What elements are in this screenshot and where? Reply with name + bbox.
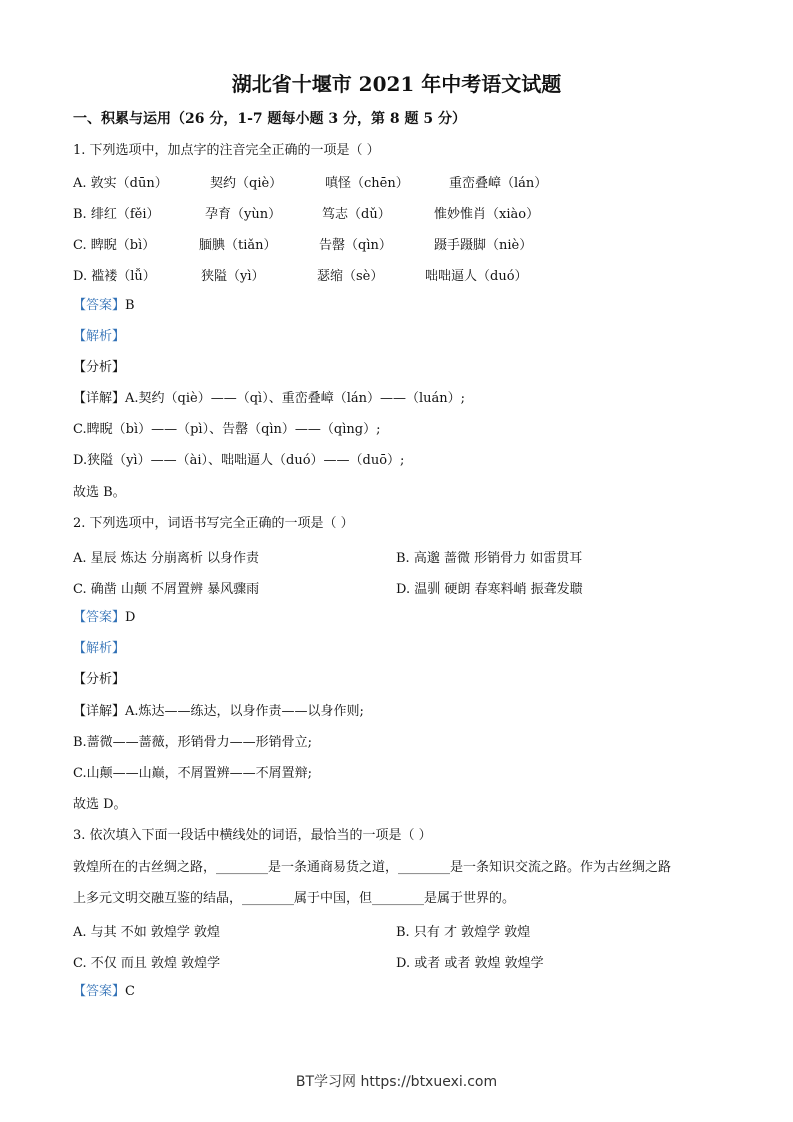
- answer-tag: 【答案】: [73, 298, 126, 313]
- answer-value: B: [125, 298, 135, 313]
- q1-a-4: 重峦叠嶂（lán）: [449, 176, 548, 191]
- q2-detail-2: B.蔷微——蔷薇，形销骨力——形销骨立;: [73, 735, 313, 750]
- q1-fenxi: 【分析】: [73, 360, 126, 375]
- q1-d-3: 瑟缩（sè）: [317, 269, 384, 284]
- q1-answer: [73, 297, 135, 315]
- q1-c-1: C. 睥睨（bì）: [73, 238, 156, 253]
- detail-tag: 【详解】: [73, 704, 126, 719]
- q1-detail-3: D.狭隘（yì）——（ài）、咄咄逼人（duó）——（duō）;: [73, 453, 405, 468]
- q3-passage-line-2: 上多元文明交融互鉴的结晶，________属于中国，但________是属于世界的。: [73, 891, 516, 906]
- q1-conclusion: 故选 B。: [73, 485, 126, 500]
- detail-text: A.炼达——练达，以身作责——以身作则;: [125, 704, 364, 719]
- q1-detail-1: [73, 390, 465, 408]
- q3-option-c: C. 不仅 而且 敦煌 敦煌学: [73, 956, 221, 971]
- q3-passage-line-1: 敦煌所在的古丝绸之路，________是一条通商易货之道，________是一条知识交流之路。作为古丝绸之路: [73, 860, 672, 875]
- q3-option-b: B. 只有 才 敦煌学 敦煌: [396, 925, 531, 940]
- q1-detail-2: C.睥睨（bì）——（pì）、告罄（qìn）——（qìng）;: [73, 422, 381, 437]
- answer-tag: 【答案】: [73, 984, 126, 999]
- q2-option-a: A. 星辰 炼达 分崩离析 以身作责: [73, 551, 260, 566]
- q1-c-2: 腼腆（tiǎn）: [199, 238, 277, 253]
- q1-c-3: 告罄（qìn）: [319, 238, 392, 253]
- section-heading: 一、积累与运用（26 分，1-7 题每小题 3 分，第 8 题 5 分）: [73, 111, 466, 127]
- q3-answer: [73, 983, 135, 1001]
- q3-option-a: A. 与其 不如 敦煌学 敦煌: [73, 925, 221, 940]
- q2-analysis-tag: 【解析】: [73, 641, 126, 656]
- answer-value: D: [125, 610, 136, 625]
- q1-c-4: 蹑手蹑脚（niè）: [434, 238, 533, 253]
- q1-a-3: 嗔怪（chēn）: [325, 176, 409, 191]
- q2-detail-1: [73, 703, 364, 721]
- q1-d-1: D. 褴褛（lǚ）: [73, 269, 156, 284]
- question-3-stem: 3. 依次填入下面一段话中横线处的词语，最恰当的一项是（ ）: [73, 828, 432, 843]
- q2-option-b: B. 高邈 蔷微 形销骨力 如雷贯耳: [396, 551, 583, 566]
- q3-option-d: D. 或者 或者 敦煌 敦煌学: [396, 956, 544, 971]
- q1-b-1: B. 绯红（fěi）: [73, 207, 160, 222]
- detail-text: A.契约（qiè）——（qì）、重峦叠嶂（lán）——（luán）;: [125, 391, 466, 406]
- question-1-stem: 1. 下列选项中，加点字的注音完全正确的一项是（ ）: [73, 143, 380, 158]
- detail-tag: 【详解】: [73, 391, 126, 406]
- q1-analysis-tag: 【解析】: [73, 329, 126, 344]
- answer-tag: 【答案】: [73, 610, 126, 625]
- q1-a-1: A. 敦实（dūn）: [73, 176, 168, 191]
- answer-value: C: [125, 984, 135, 999]
- q1-a-2: 契约（qiè）: [210, 176, 283, 191]
- q1-b-2: 孕育（yùn）: [205, 207, 282, 222]
- q1-b-3: 笃志（dǔ）: [322, 207, 391, 222]
- q1-b-4: 惟妙惟肖（xiào）: [434, 207, 540, 222]
- q2-fenxi: 【分析】: [73, 672, 126, 687]
- q2-option-d: D. 温驯 硬朗 春寒料峭 振聋发聩: [396, 582, 583, 597]
- q2-detail-3: C.山颠——山巅，不屑置辨——不屑置辩;: [73, 766, 312, 781]
- q2-option-c: C. 确凿 山颠 不屑置辨 暴风骤雨: [73, 582, 260, 597]
- question-2-stem: 2. 下列选项中，词语书写完全正确的一项是（ ）: [73, 516, 354, 531]
- page-title: 湖北省十堰市 2021 年中考语文试题: [231, 72, 562, 96]
- q2-answer: [73, 609, 135, 627]
- q1-d-4: 咄咄逼人（duó）: [425, 269, 528, 284]
- q1-d-2: 狭隘（yì）: [201, 269, 265, 284]
- q2-conclusion: 故选 D。: [73, 797, 127, 812]
- footer-watermark: BT学习网 https://btxuexi.com: [295, 1074, 498, 1090]
